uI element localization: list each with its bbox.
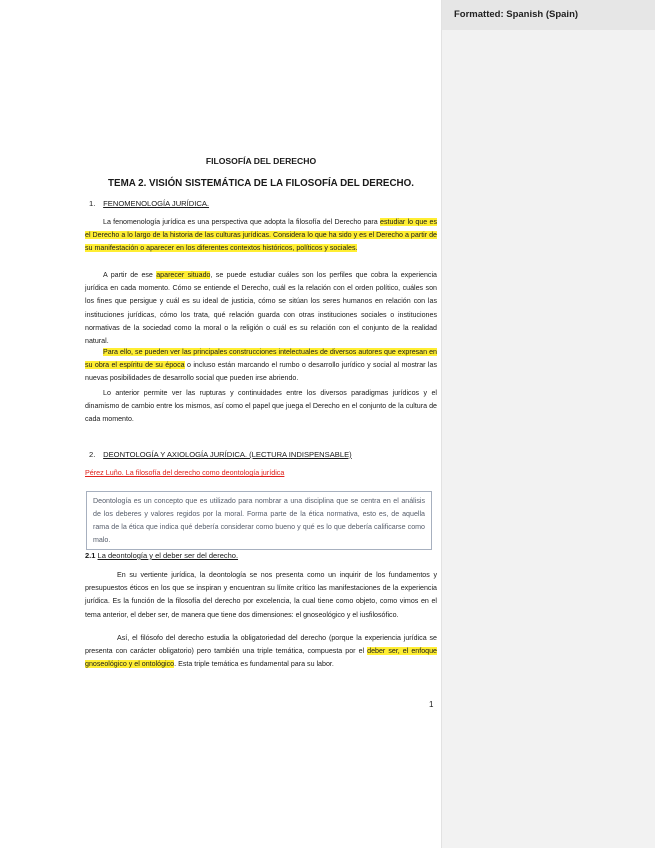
paragraph-6 [85,632,437,672]
section-1-heading [89,199,209,208]
paragraph-5-text: En su vertiente jurídica, la deontología se nos presenta como un inquirir de los fundamentos y presupuestos éticos en los que se inspiran y encuentran su límite crítico las manifestaciones de la experiencia jurídica. Es la función de la filosofía del derecho por excelencia, la cual tiene como objeto, como vimos en el tema anterior, el deber ser, de manera que tiene dos dimensiones: el gnoseológico y el iusfilosófico. [85,571,437,619]
paragraph-4 [85,387,437,427]
paragraph-5 [85,569,437,622]
paragraph-4-text: Lo anterior permite ver las rupturas y continuidades entre los diversos paradigmas jurídicos y el dinamismo de cambio entre los mismos, así como el papel que juega el Derecho en el conjunto de la cultura de cada momento. [85,389,437,424]
section-2-1-number: 2.1 [85,551,96,560]
paragraph-2-text-b: , se puede estudiar cuáles son los perfiles que cobra la experiencia jurídica en cada momento. Cómo se entiende el Derecho, cuál es la relación con el orden político, cuáles son los fines que persigue y cuál es su ideal de justicia, cómo se sitúan los seres humanos en relación con las instituciones jurídicas, cómo los trata, qué relación guarda con otras instituciones sociales o instituciones normativas de la sociedad como la moral o la religión o cuál es su relación con el conjunto de la realidad natural. [85,271,438,346]
document-title: FILOSOFÍA DEL DERECHO [205,156,317,166]
paragraph-3 [85,346,437,386]
paragraph-3-text: o incluso están marcando el rumbo o desarrollo jurídico y social al mostrar las nuevas posibilidades de desarrollo social que pueden irse abriendo. [85,361,437,383]
definition-box: Deontología es un concepto que es utilizado para nombrar a una disciplina que se centra en el análisis de los deberes y valores regidos por la moral. Forma parte de la ética normativa, esto es, de aquella rama de la ética que indica qué debería considerar como bueno y qué es lo que debería calificarse como malo. [86,491,432,550]
section-1-number: 1. [89,199,96,208]
comment-pane [441,0,655,848]
reading-link[interactable]: Pérez Luño. La filosofía del derecho como deontología jurídica [85,468,285,477]
paragraph-6-highlight: deber ser, el enfoque gnoseológico y el ontológico [85,647,437,669]
paragraph-6-text-b: . Esta triple temática es fundamental para su labor. [174,660,334,669]
paragraph-3-highlight: Para ello, se pueden ver las principales construcciones intelectuales de diversos autores que expresan en su obra el espíritu de su época [85,348,437,370]
section-2-1-title: La deontología y el deber ser del derecho. [97,551,239,560]
section-2-heading [89,450,352,459]
section-2-title: DEONTOLOGÍA Y AXIOLOGÍA JURÍDICA. (LECTURA INDISPENSABLE) [103,450,352,459]
paragraph-2-highlight: aparecer situado [156,271,211,279]
paragraph-2-text-a: A partir de ese [103,271,157,279]
comment-pane-header[interactable]: Formatted: Spanish (Spain) [442,0,655,30]
paragraph-2 [85,269,437,348]
section-2-number: 2. [89,450,96,459]
page-number: 1 [429,700,434,709]
document-subtitle: TEMA 2. VISIÓN SISTEMÁTICA DE LA FILOSOFÍA DEL DERECHO. [108,178,414,189]
paragraph-1-text: La fenomenología jurídica es una perspectiva que adopta la filosofía del Derecho para [103,218,381,226]
paragraph-6-text-a: Así, el filósofo del derecho estudia la obligatoriedad del derecho (porque la experiencia jurídica se presenta con carácter obligatorio) pero también una triple temática, compuesta por el [85,634,437,656]
paragraph-1-highlight: estudiar lo que es el Derecho a lo largo de la historia de las culturas jurídicas. Considera lo que ha sido y es el Derecho a partir de su manifestación o aparecer en los diferentes contextos históricos, políticos y sociales. [85,218,438,253]
section-2-1-heading [85,551,238,560]
paragraph-1 [85,216,437,256]
section-1-title: FENOMENOLOGÍA JURÍDICA. [103,199,210,208]
